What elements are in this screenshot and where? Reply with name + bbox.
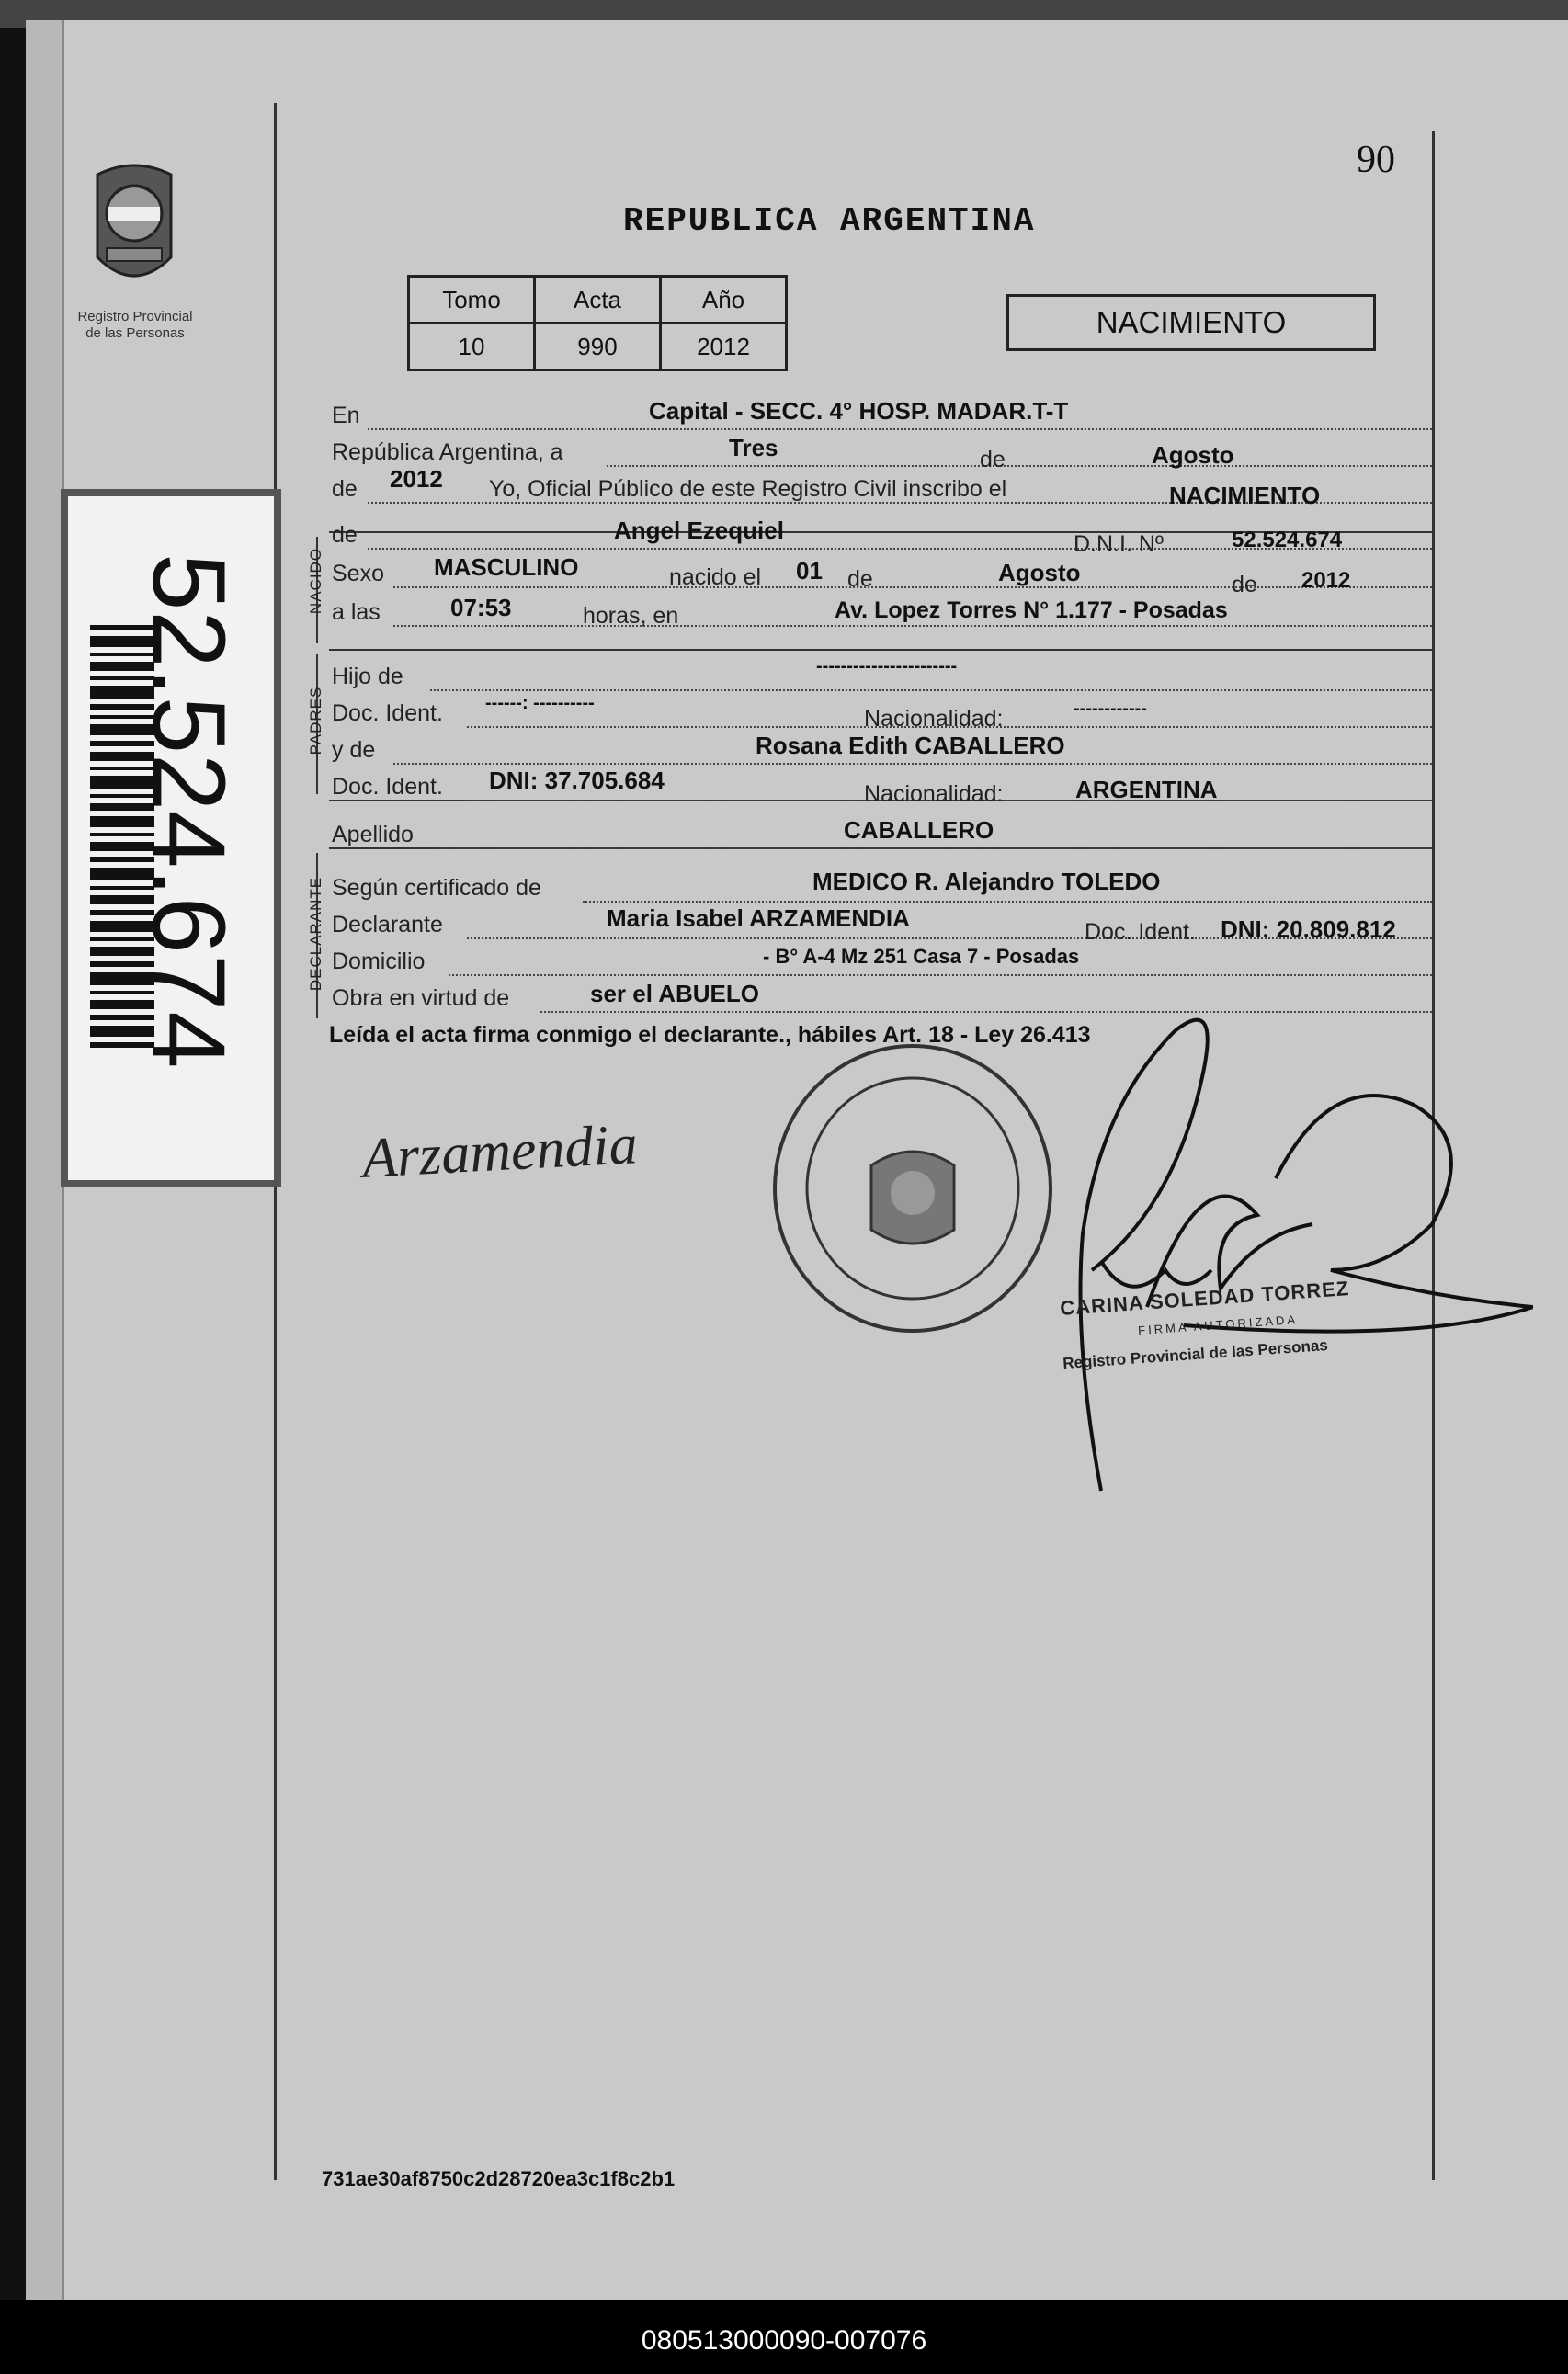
mes-value: Agosto (1152, 441, 1234, 469)
table-header-acta: Acta (535, 277, 661, 324)
leida-statement: Leída el acta firma conmigo el declarante., hábiles Art. 18 - Ley 26.413 (329, 1022, 1091, 1048)
official-office: Registro Provincial de las Personas (1062, 1335, 1329, 1373)
page-number: 90 (1357, 139, 1395, 181)
de-label3: de (847, 566, 873, 592)
en-value: Capital - SECC. 4° HOSP. MADAR.T-T (649, 397, 1069, 425)
hijo-label: Hijo de (332, 664, 403, 689)
official-name: CARINA SOLEDAD TORREZ (1059, 1277, 1351, 1320)
nacido-label: nacido el (669, 564, 762, 590)
de-nombre-label: de (332, 522, 358, 548)
section-label-padres: PADRES (307, 686, 324, 755)
document-hash: 731ae30af8750c2d28720ea3c1f8c2b1 (322, 2167, 676, 2190)
section-label-declarante: DECLARANTE (307, 876, 324, 992)
nacido-mes: Agosto (998, 559, 1081, 586)
lugar-value: Av. Lopez Torres N° 1.177 - Posadas (835, 597, 1228, 623)
apellido-value: CABALLERO (844, 816, 994, 844)
dia-value: Tres (729, 434, 778, 461)
republica-label: República Argentina, a (332, 439, 563, 465)
declarante-value: Maria Isabel ARZAMENDIA (607, 904, 910, 932)
dni-label: D.N.I. Nº (1074, 531, 1165, 557)
inscribo-value: NACIMIENTO (1169, 482, 1321, 509)
de-label: de (980, 447, 1006, 472)
de-label4: de (1232, 572, 1257, 597)
domicilio-label: Domicilio (332, 948, 426, 974)
hijo-value: ----------------------- (816, 656, 958, 676)
official-signature-icon (1037, 994, 1533, 1509)
official-role: FIRMA AUTORIZADA (1137, 1312, 1299, 1338)
scan-id: 080513000090-007076 (641, 2325, 927, 2356)
obra-value: ser el ABUELO (590, 980, 759, 1007)
declarante-label: Declarante (332, 912, 443, 937)
y-de-label: y de (332, 737, 376, 763)
certificado-value: MEDICO R. Alejandro TOLEDO (812, 868, 1161, 895)
dotted-line (368, 428, 1432, 430)
table-header-anio: Año (661, 277, 787, 324)
logo-caption-line1: Registro Provincial (77, 309, 193, 324)
obra-label: Obra en virtud de (332, 985, 510, 1011)
left-page-edge (26, 20, 64, 2300)
section-label-nacido: NACIDO (307, 547, 324, 615)
nacionalidad-label: Nacionalidad: (864, 706, 1004, 732)
table-cell-tomo: 10 (409, 324, 535, 370)
registry-table (407, 275, 788, 371)
nacido-dia: 01 (796, 557, 823, 585)
declarante-dni: DNI: 20.809.812 (1221, 915, 1396, 943)
anio-value: 2012 (390, 465, 443, 493)
dotted-line (583, 901, 1432, 903)
sexo-value: MASCULINO (434, 553, 579, 581)
doc-ident-label: Doc. Ident. (332, 700, 443, 726)
divider (329, 649, 1432, 651)
sexo-label: Sexo (332, 561, 384, 586)
domicilio-value: - B° A-4 Mz 251 Casa 7 - Posadas (763, 945, 1080, 968)
nombre-value: Angel Ezequiel (614, 517, 784, 544)
dotted-line (393, 586, 1432, 588)
a-las-label: a las (332, 599, 381, 625)
dotted-line (607, 465, 1432, 467)
certificado-label: Según certificado de (332, 875, 541, 901)
apellido-label: Apellido (332, 822, 414, 847)
table-cell-acta: 990 (535, 324, 661, 370)
doc-ident-label2: Doc. Ident. (332, 774, 443, 800)
nacido-anio: 2012 (1301, 568, 1351, 593)
dotted-line (430, 689, 1432, 691)
dni-value: 52.524.674 (1232, 528, 1343, 552)
table-cell-anio: 2012 (661, 324, 787, 370)
declarante-signature: Arzamendia (360, 1113, 640, 1190)
dotted-line (393, 625, 1432, 627)
page-title: REPUBLICA ARGENTINA (623, 202, 1036, 240)
table-header-tomo: Tomo (409, 277, 535, 324)
nacionalidad-label2: Nacionalidad: (864, 781, 1004, 807)
de-label2: de (332, 476, 358, 502)
nacionalidad1-value: ------------ (1074, 699, 1147, 719)
horas-label: horas, en (583, 603, 679, 629)
doc-ident2-value: DNI: 37.705.684 (489, 767, 665, 794)
document-sheet (26, 20, 1568, 2300)
logo-caption-line2: de las Personas (85, 325, 185, 341)
inscribo-label: Yo, Oficial Público de este Registro Civil inscribo el (489, 476, 1007, 502)
hora-value: 07:53 (450, 594, 512, 621)
dotted-line (437, 847, 1432, 849)
dotted-line (449, 974, 1432, 976)
provincial-seal-icon (88, 156, 180, 294)
dotted-line (393, 763, 1432, 765)
en-label: En (332, 403, 360, 428)
nacionalidad2-value: ARGENTINA (1075, 776, 1218, 803)
doc-ident1-value: ------: ---------- (485, 693, 595, 713)
barcode-number: 52.524.674 (131, 553, 246, 1069)
doc-ident-label3: Doc. Ident. (1085, 919, 1196, 945)
record-type-box: NACIMIENTO (1006, 294, 1376, 351)
madre-value: Rosana Edith CABALLERO (756, 732, 1065, 759)
registry-stamp-icon (761, 1037, 1064, 1340)
